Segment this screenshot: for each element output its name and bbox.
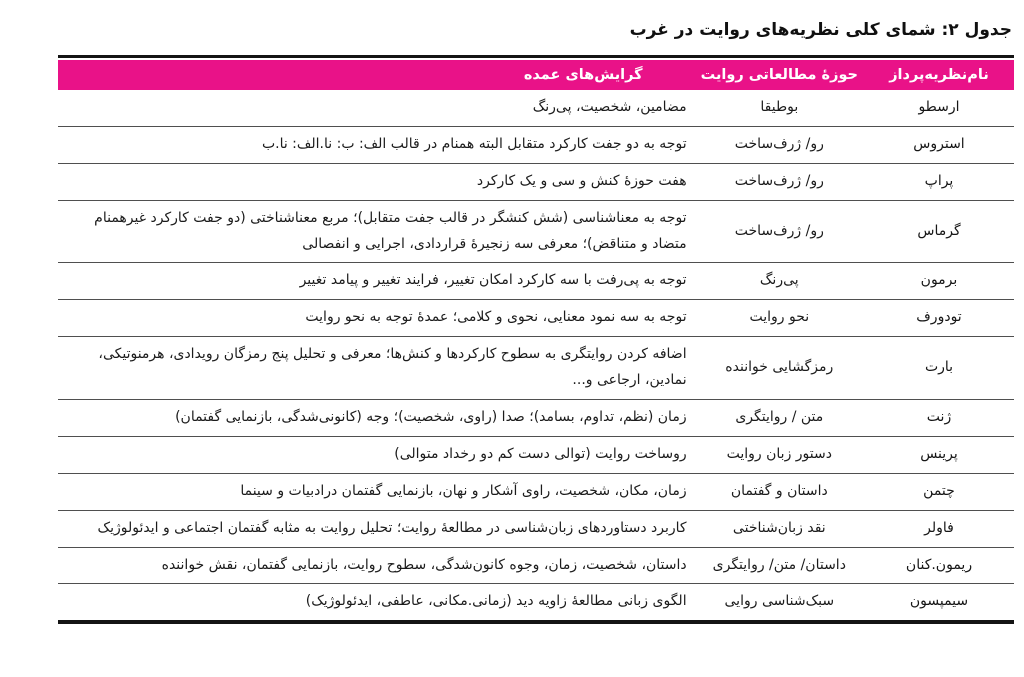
major-tendencies-cell: هفت حوزهٔ کنش و سی و یک کارکرد [58,163,695,200]
theorist-name-cell: بارت [864,337,1014,400]
major-tendencies-cell: زمان، مکان، شخصیت، راوی آشکار و نهان، بازنمایی گفتمان درادبیات و سینما [58,473,695,510]
study-field-cell: نقد زبان‌شناختی [695,510,864,547]
theorist-name-cell: تودورف [864,300,1014,337]
study-field-cell: بوطیقا [760,99,799,115]
table-body [58,90,1014,622]
column-header-theorist-name: نام‌نظریه‌پرداز [864,60,1014,90]
major-tendencies-cell: روساخت روایت (توالی دست کم دو رخداد متوالی) [58,436,695,473]
column-header-major-tendencies: گرایش‌های عمده [58,60,695,90]
theorist-name-cell: استروس [864,126,1014,163]
table-frame [58,55,1014,624]
major-tendencies-cell: کاربرد دستاوردهای زبان‌شناسی در مطالعهٔ روایت؛ تحلیل روایت به مثابه گفتمان اجتماعی و ایدئولوژیک [58,510,695,547]
table-row [58,263,1014,300]
table-row [58,584,1014,622]
table-row [58,400,1014,437]
study-field-cell: رو/ ژرف‌ساخت [695,200,864,263]
major-tendencies-cell: توجه به دو جفت کارکرد متقابل البته همنام در قالب الف: ب: نا.الف: نا.ب [58,126,695,163]
theorist-name-cell: سیمپسون [864,584,1014,622]
major-tendencies-cell: توجه به سه نمود معنایی، نحوی و کلامی؛ عمدهٔ توجه به نحو روایت [58,300,695,337]
study-field-cell: سبک‌شناسی روایی [695,584,864,622]
major-tendencies-cell: اضافه کردن روایتگری به سطوح کارکردها و کنش‌ها؛ معرفی و تحلیل پنج رمزگان رویدادی، هرمنوتیکی، نمادین، ارجاعی و... [58,337,695,400]
study-field-cell: دستور زبان روایت [695,436,864,473]
major-tendencies-cell: داستان، شخصیت، زمان، وجوه کانون‌شدگی، سطوح روایت، بازنمایی گفتمان، نقش خواننده [58,547,695,584]
table-row [58,200,1014,263]
theorist-name-cell: فاولر [864,510,1014,547]
table-row [58,547,1014,584]
theorist-name-cell: برمون [864,263,1014,300]
study-field-cell: رو/ ژرف‌ساخت [695,126,864,163]
study-field-cell: رو/ ژرف‌ساخت [695,163,864,200]
study-field-cell: داستان/ متن/ روایتگری [695,547,864,584]
table-row [58,126,1014,163]
study-field-cell: نحو روایت [695,300,864,337]
study-field-cell: پی‌رنگ [695,263,864,300]
theorist-name-cell: گرماس [864,200,1014,263]
study-field-cell: رمزگشایی خواننده [695,337,864,400]
major-tendencies-cell: توجه به معناشناسی (شش کنشگر در قالب جفت متقابل)؛ مربع معناشناختی (دو جفت کارکرد غیرهمنام متضاد و متناقض)؛ معرفی سه زنجیرهٔ قراردادی، اجرایی و انفصالی [58,200,695,263]
table-row [58,300,1014,337]
major-tendencies-cell: الگوی زبانی مطالعهٔ زاویه دید (زمانی.مکانی، عاطفی، ایدئولوژیک) [58,584,695,622]
table-row [58,163,1014,200]
table-header [58,60,1014,90]
major-tendencies-cell: مضامین، شخصیت، پی‌رنگ [532,99,687,115]
header-row [58,60,1014,90]
table-caption: جدول ۲: شمای کلی نظریه‌های روایت در غرب [629,20,1012,40]
study-field-cell: متن / روایتگری [695,400,864,437]
theorist-name-cell: ژنت [864,400,1014,437]
narrative-theories-table [58,60,1014,624]
theorist-name-cell: ارسطو [918,99,960,115]
study-field-cell: داستان و گفتمان [695,473,864,510]
theorist-name-cell: چتمن [864,473,1014,510]
table-row [58,337,1014,400]
theorist-name-cell: ریمون.کنان [864,547,1014,584]
table-row [58,510,1014,547]
column-header-study-field: حوزهٔ مطالعاتی روایت [695,60,864,90]
table-row [58,90,1014,126]
table-row [58,436,1014,473]
major-tendencies-cell: زمان (نظم، تداوم، بسامد)؛ صدا (راوی، شخصیت)؛ وجه (کانونی‌شدگی، بازنمایی گفتمان) [58,400,695,437]
major-tendencies-cell: توجه به پی‌رفت با سه کارکرد امکان تغییر، فرایند تغییر و پیامد تغییر [58,263,695,300]
theorist-name-cell: پراپ [864,163,1014,200]
theorist-name-cell: پرینس [864,436,1014,473]
table-row [58,473,1014,510]
